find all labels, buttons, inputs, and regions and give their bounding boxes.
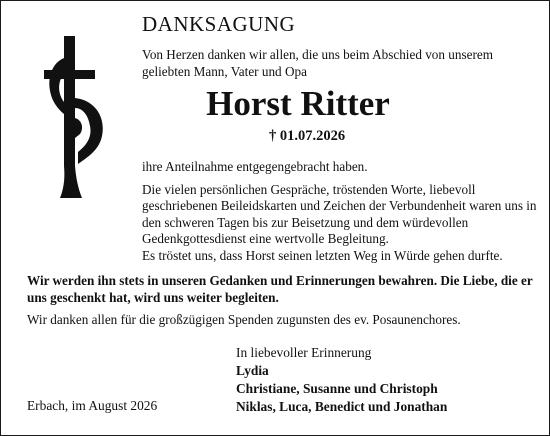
intro-text: Von Herzen danken wir allen, die uns beim Abschied von unserem geliebten Mann, Vater und Opa bbox=[142, 47, 493, 79]
message-line: Gedenkgottesdienst eine wertvolle Begleitung. bbox=[142, 231, 389, 247]
message-line: den schweren Tagen bis zur Beisetzung und dem würdevollen bbox=[142, 214, 469, 230]
message-line: Es tröstet uns, dass Horst seinen letzten Weg in Würde gehen durfte. bbox=[142, 247, 503, 263]
message-line: Die vielen persönlichen Gespräche, tröstenden Worte, liebevoll bbox=[142, 182, 476, 197]
signature-name: Niklas, Luca, Benedict und Jonathan bbox=[236, 399, 448, 414]
death-date: † 01.07.2026 bbox=[268, 128, 346, 144]
message-line: geschriebenen Beileidskarten und Zeichen der Verbundenheit waren uns in bbox=[142, 198, 537, 214]
sympathy-line: ihre Anteilnahme entgegengebracht haben. bbox=[142, 159, 368, 174]
message-paragraph bbox=[142, 182, 538, 264]
signature-name: Christiane, Susanne und Christoph bbox=[236, 381, 438, 396]
notice-heading: DANKSAGUNG bbox=[142, 12, 296, 36]
signature-intro: In liebevoller Erinnerung bbox=[236, 345, 372, 360]
donation-note: Wir danken allen für die großzügigen Spenden zugunsten des ev. Posaunenchores. bbox=[27, 312, 461, 327]
closing-statement bbox=[27, 273, 532, 306]
deceased-name: Horst Ritter bbox=[206, 84, 390, 123]
closing-line: uns geschenkt hat, wird uns weiter begleiten. bbox=[27, 289, 279, 305]
place-date: Erbach, im August 2026 bbox=[27, 398, 158, 413]
signature-name: Lydia bbox=[236, 363, 269, 378]
closing-line: Wir werden ihn stets in unseren Gedanken und Erinnerungen bewahren. Die Liebe, die er bbox=[27, 273, 533, 288]
signature-block bbox=[236, 344, 447, 416]
